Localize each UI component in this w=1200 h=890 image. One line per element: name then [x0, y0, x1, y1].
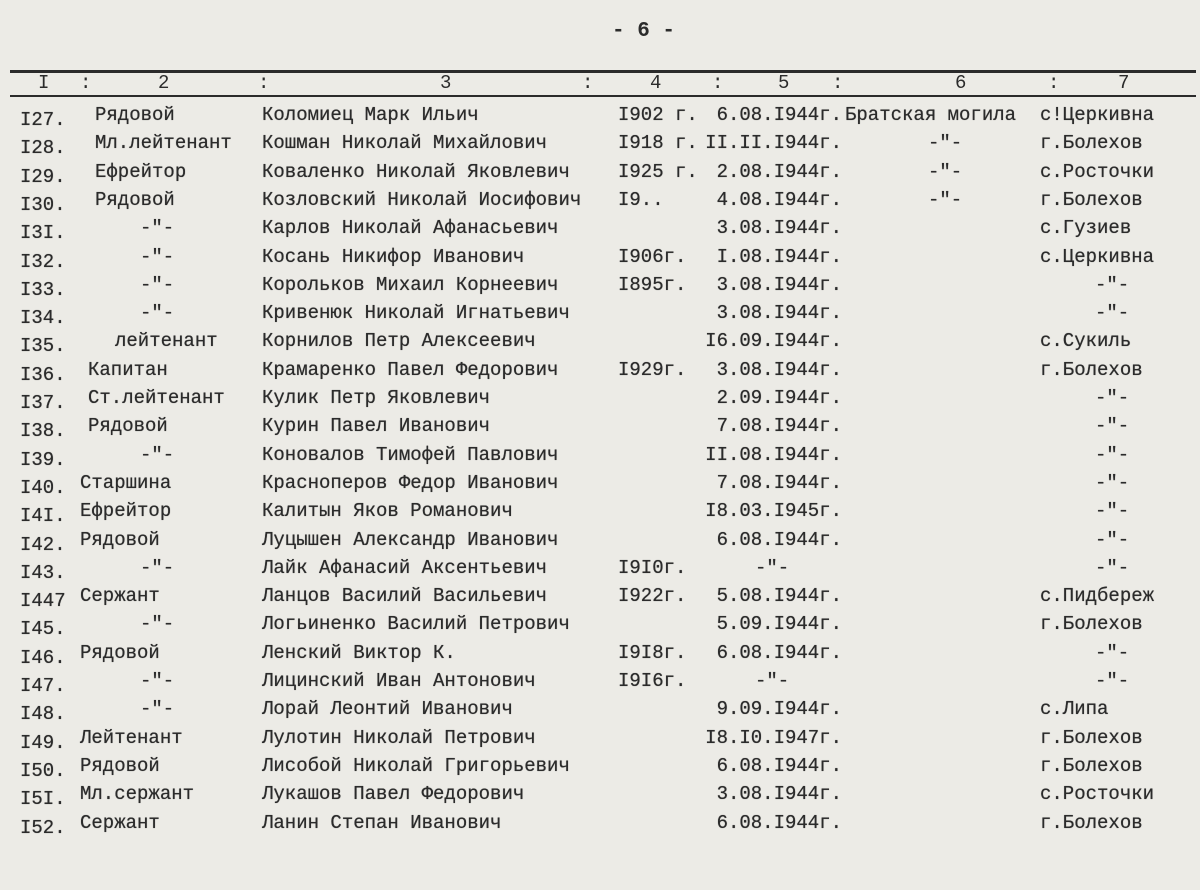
cell-number: I42.	[20, 533, 66, 556]
cell-death-date: -"-	[755, 670, 790, 692]
cell-locality: г.Болехов	[1040, 358, 1143, 381]
cell-number: I447	[20, 590, 66, 613]
cell-death-date: 7.08.I944г.	[716, 471, 842, 494]
cell-locality: -"-	[1095, 500, 1130, 523]
cell-birth-year: I906г.	[618, 245, 687, 268]
cell-number: I35.	[20, 335, 66, 358]
cell-full-name: Коваленко Николай Яковлевич	[262, 160, 570, 183]
header-col-5: 5	[778, 72, 790, 94]
page-number: - 6 -	[612, 20, 676, 43]
cell-death-date: 2.09.I944г.	[716, 387, 842, 409]
cell-rank: Старшина	[80, 471, 172, 494]
cell-full-name: Лицинский Иван Антонович	[262, 670, 536, 692]
cell-number: I37.	[20, 392, 66, 414]
cell-rank: -"-	[140, 217, 175, 240]
cell-full-name: Логьиненко Василий Петрович	[262, 613, 570, 636]
cell-birth-year: I902 г.	[618, 104, 698, 126]
cell-birth-year: I895г.	[618, 273, 687, 296]
cell-full-name: Ленский Виктор К.	[262, 641, 456, 664]
cell-locality: г.Болехов	[1040, 726, 1143, 749]
cell-full-name: Кулик Петр Яковлевич	[262, 387, 491, 409]
cell-death-date: 9.09.I944г.	[716, 698, 842, 721]
cell-full-name: Лисобой Николай Григорьевич	[262, 754, 570, 777]
cell-number: I48.	[20, 703, 66, 726]
header-col-7: 7	[1118, 72, 1130, 94]
cell-rank: Ефрейтор	[95, 160, 187, 183]
cell-burial-place: Братская могила	[845, 104, 1017, 126]
cell-full-name: Лукашов Павел Федорович	[262, 783, 525, 806]
cell-rank: Рядовой	[80, 641, 160, 664]
cell-death-date: I8.I0.I947г.	[705, 726, 842, 749]
cell-rank: -"-	[140, 302, 175, 325]
header-col-1: I	[38, 72, 50, 94]
header-col-2: 2	[158, 72, 170, 94]
cell-locality: -"-	[1095, 528, 1130, 551]
cell-birth-year: I929г.	[618, 358, 687, 381]
cell-number: I46.	[20, 646, 66, 669]
cell-locality: с.Гузиев	[1040, 217, 1132, 240]
cell-locality: -"-	[1095, 415, 1130, 438]
header-sep: :	[258, 72, 270, 94]
cell-locality: с.Липа	[1040, 698, 1109, 721]
cell-death-date: 3.08.I944г.	[716, 273, 842, 296]
cell-number: I50.	[20, 759, 66, 782]
cell-rank: -"-	[140, 245, 175, 268]
cell-locality: -"-	[1095, 273, 1130, 296]
cell-number: I47.	[20, 675, 66, 697]
cell-rank: -"-	[140, 613, 175, 636]
cell-locality: -"-	[1095, 387, 1130, 409]
cell-full-name: Корнилов Петр Алексеевич	[262, 330, 536, 353]
cell-death-date: II.08.I944г.	[705, 443, 842, 466]
cell-rank: Рядовой	[95, 188, 175, 211]
cell-locality: -"-	[1095, 641, 1130, 664]
cell-locality: г.Болехов	[1040, 811, 1143, 834]
header-sep: :	[80, 72, 92, 94]
cell-birth-year: I9I8г.	[618, 641, 687, 664]
cell-locality: г.Болехов	[1040, 132, 1143, 155]
cell-full-name: Калитын Яков Романович	[262, 500, 513, 523]
cell-number: I4I.	[20, 505, 66, 528]
cell-rank: -"-	[140, 698, 175, 721]
cell-birth-year: I9I0г.	[618, 556, 687, 579]
cell-locality: с.Росточки	[1040, 160, 1155, 183]
cell-rank: Рядовой	[95, 104, 175, 126]
cell-locality: с.Сукиль	[1040, 330, 1132, 353]
cell-rank: -"-	[140, 556, 175, 579]
cell-locality: с!Церкивна	[1040, 104, 1155, 126]
cell-full-name: Луцышен Александр Иванович	[262, 528, 559, 551]
cell-full-name: Ланин Степан Иванович	[262, 811, 502, 834]
cell-rank: Рядовой	[80, 528, 160, 551]
cell-number: I33.	[20, 278, 66, 301]
cell-number: I32.	[20, 250, 66, 273]
cell-number: I43.	[20, 561, 66, 584]
header-sep: :	[832, 72, 844, 94]
cell-rank: Мл.лейтенант	[95, 132, 232, 155]
cell-number: I40.	[20, 476, 66, 499]
cell-rank: -"-	[140, 273, 175, 296]
header-underline-rule	[10, 95, 1196, 97]
cell-death-date: 6.08.I944г.	[716, 811, 842, 834]
cell-death-date: I.08.I944г.	[716, 245, 842, 268]
cell-number: I5I.	[20, 788, 66, 811]
cell-number: I34.	[20, 307, 66, 330]
cell-full-name: Красноперов Федор Иванович	[262, 471, 559, 494]
cell-death-date: 3.08.I944г.	[716, 358, 842, 381]
cell-locality: -"-	[1095, 471, 1130, 494]
header-sep: :	[1048, 72, 1060, 94]
cell-death-date: 6.08.I944г.	[716, 528, 842, 551]
cell-locality: -"-	[1095, 670, 1130, 692]
cell-rank: лейтенант	[115, 330, 218, 353]
cell-number: I3I.	[20, 222, 66, 245]
cell-death-date: 2.08.I944г.	[716, 160, 842, 183]
cell-death-date: 5.09.I944г.	[716, 613, 842, 636]
cell-rank: Ефрейтор	[80, 500, 172, 523]
cell-burial-place: -"-	[928, 132, 963, 155]
cell-death-date: 6.08.I944г.	[716, 641, 842, 664]
cell-locality: с.Церкивна	[1040, 245, 1155, 268]
cell-birth-year: I9I6г.	[618, 670, 687, 692]
cell-full-name: Коломиец Марк Ильич	[262, 104, 479, 126]
cell-number: I29.	[20, 165, 66, 188]
cell-death-date: 6.08.I944г.	[716, 104, 842, 126]
cell-death-date: 3.08.I944г.	[716, 302, 842, 325]
cell-full-name: Крамаренко Павел Федорович	[262, 358, 559, 381]
cell-full-name: Козловский Николай Иосифович	[262, 188, 582, 211]
cell-full-name: Лайк Афанасий Аксентьевич	[262, 556, 548, 579]
cell-rank: Рядовой	[88, 415, 168, 438]
cell-burial-place: -"-	[928, 160, 963, 183]
cell-death-date: I6.09.I944г.	[705, 330, 842, 353]
cell-rank: Сержант	[80, 585, 160, 608]
header-sep: :	[712, 72, 724, 94]
cell-death-date: 3.08.I944г.	[716, 217, 842, 240]
cell-number: I52.	[20, 816, 66, 839]
table-top-rule	[10, 70, 1196, 73]
cell-locality: -"-	[1095, 302, 1130, 325]
cell-rank: -"-	[140, 443, 175, 466]
cell-birth-year: I918 г.	[618, 132, 698, 155]
cell-birth-year: I922г.	[618, 585, 687, 608]
cell-number: I45.	[20, 618, 66, 641]
header-col-6: 6	[955, 72, 967, 94]
cell-full-name: Кошман Николай Михайлович	[262, 132, 548, 155]
cell-death-date: II.II.I944г.	[705, 132, 842, 155]
cell-death-date: 5.08.I944г.	[716, 585, 842, 608]
cell-locality: г.Болехов	[1040, 188, 1143, 211]
cell-full-name: Карлов Николай Афанасьевич	[262, 217, 559, 240]
cell-death-date: 6.08.I944г.	[716, 754, 842, 777]
cell-death-date: 3.08.I944г.	[716, 783, 842, 806]
cell-number: I30.	[20, 193, 66, 216]
cell-full-name: Коновалов Тимофей Павлович	[262, 443, 559, 466]
cell-number: I49.	[20, 731, 66, 754]
cell-death-date: 4.08.I944г.	[716, 188, 842, 211]
cell-number: I38.	[20, 420, 66, 443]
cell-locality: -"-	[1095, 556, 1130, 579]
header-col-4: 4	[650, 72, 662, 94]
cell-number: I39.	[20, 448, 66, 471]
cell-number: I36.	[20, 363, 66, 386]
cell-full-name: Кривенюк Николай Игнатьевич	[262, 302, 570, 325]
cell-rank: Рядовой	[80, 754, 160, 777]
cell-full-name: Ланцов Василий Васильевич	[262, 585, 548, 608]
cell-number: I28.	[20, 137, 66, 160]
cell-death-date: I8.03.I945г.	[705, 500, 842, 523]
cell-rank: Ст.лейтенант	[88, 387, 225, 409]
cell-rank: -"-	[140, 670, 175, 692]
cell-rank: Сержант	[80, 811, 160, 834]
cell-full-name: Курин Павел Иванович	[262, 415, 491, 438]
cell-locality: г.Болехов	[1040, 754, 1143, 777]
cell-full-name: Лорай Леонтий Иванович	[262, 698, 513, 721]
header-col-3: 3	[440, 72, 452, 94]
cell-birth-year: I9..	[618, 188, 664, 211]
cell-locality: -"-	[1095, 443, 1130, 466]
cell-rank: Мл.сержант	[80, 783, 195, 806]
cell-rank: Капитан	[88, 358, 168, 381]
cell-birth-year: I925 г.	[618, 160, 698, 183]
header-sep: :	[582, 72, 594, 94]
cell-number: I27.	[20, 109, 66, 131]
cell-rank: Лейтенант	[80, 726, 183, 749]
cell-death-date: -"-	[755, 556, 790, 579]
cell-full-name: Косань Никифор Иванович	[262, 245, 525, 268]
cell-locality: г.Болехов	[1040, 613, 1143, 636]
cell-locality: с.Росточки	[1040, 783, 1155, 806]
cell-full-name: Корольков Михаил Корнеевич	[262, 273, 559, 296]
cell-burial-place: -"-	[928, 188, 963, 211]
cell-death-date: 7.08.I944г.	[716, 415, 842, 438]
cell-full-name: Лулотин Николай Петрович	[262, 726, 536, 749]
cell-locality: с.Пидбереж	[1040, 585, 1155, 608]
